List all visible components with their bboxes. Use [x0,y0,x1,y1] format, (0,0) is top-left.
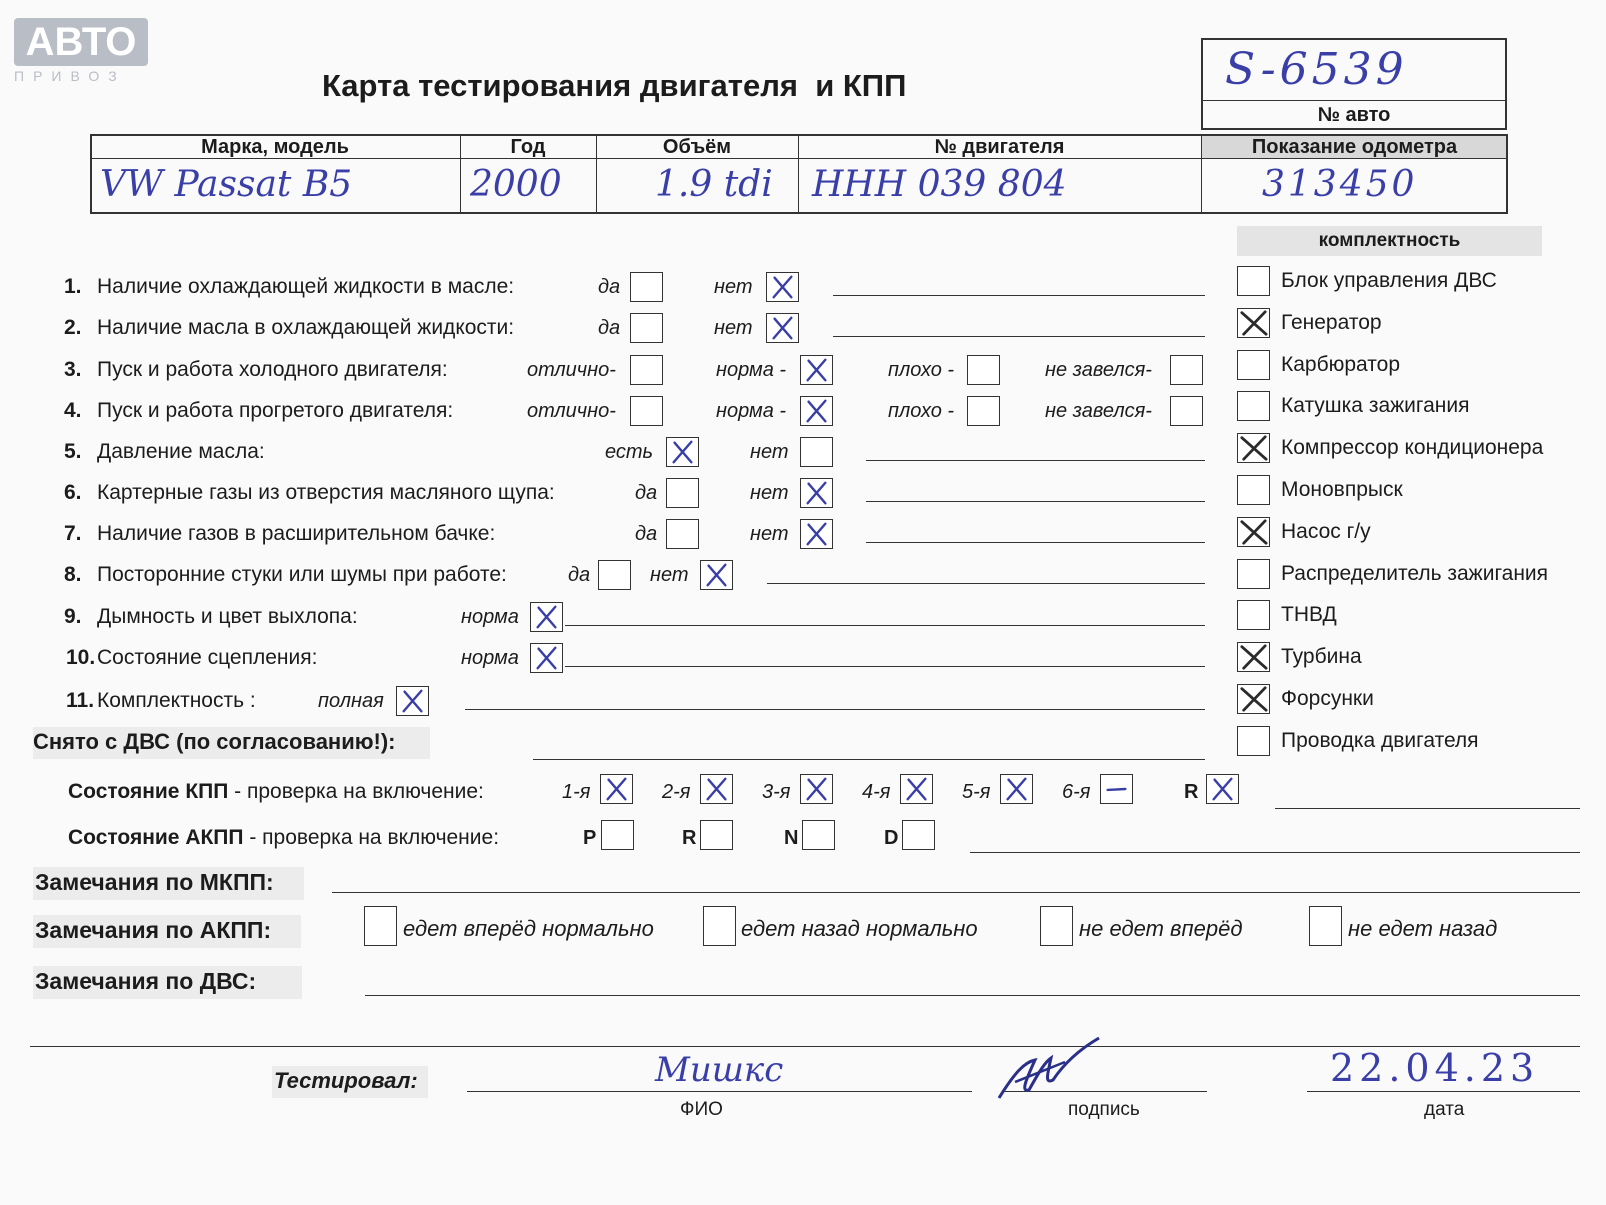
item-option-label: нет [650,564,689,586]
header-col-model: Марка, модель [201,136,349,158]
header-col-volume: Объём [662,136,732,158]
page-title: Карта тестирования двигателя и КПП [322,68,907,103]
header-col-engine-no: № двигателя [934,136,1065,158]
item-checkbox[interactable] [666,478,699,508]
item-number: 2. [64,316,82,339]
kit-checkbox[interactable] [1237,433,1270,463]
removed-label: Снято с ДВС (по согласованию!): [33,727,430,759]
car-number-value: S-6539 [1225,44,1408,95]
kpp-gear-checkbox[interactable] [800,774,833,804]
kpp-gear-checkbox[interactable] [900,774,933,804]
kit-checkbox[interactable] [1237,600,1270,630]
item-number: 8. [64,563,82,586]
item-option-label: норма - [716,400,787,422]
signature [995,1032,1105,1104]
item-option-label: норма [461,647,519,669]
item-option-label: отлично- [527,359,616,381]
kpp-gear-checkbox[interactable] [1100,774,1133,804]
item-option-label: плохо - [888,400,955,422]
fio-label: ФИО [680,1099,723,1120]
item-note-line [465,709,1205,710]
kit-item-label: Блок управления ДВС [1281,269,1497,292]
remarks-dvs-label: Замечания по ДВС: [33,966,302,999]
kpp-gear-label: 2-я [662,781,691,803]
kpp-gear-label: R [1184,781,1199,803]
item-text: Давление масла: [97,440,265,463]
item-checkbox[interactable] [967,396,1000,426]
item-checkbox[interactable] [630,355,663,385]
akpp-remark-label: едет назад нормально [741,916,978,941]
kpp-gear-checkbox[interactable] [1000,774,1033,804]
kpp-gear-checkbox[interactable] [600,774,633,804]
item-option-label: не завелся- [1045,400,1152,422]
akpp-gear-checkbox[interactable] [601,820,634,850]
kit-item-label: Катушка зажигания [1281,394,1470,418]
logo-subtext: ПРИВОЗ [14,68,126,84]
item-number: 5. [64,440,82,463]
item-number: 3. [64,358,82,381]
item-number: 7. [64,522,82,545]
kit-item-label: Компрессор кондиционера [1281,436,1544,460]
item-option-label: есть [605,441,654,463]
akpp-gear-checkbox[interactable] [802,820,835,850]
item-note-line [565,625,1205,626]
item-option-label: да [568,564,591,586]
item-checkbox[interactable] [800,396,833,426]
akpp-remark-checkbox[interactable] [364,906,397,946]
item-checkbox[interactable] [630,313,663,343]
item-checkbox[interactable] [1170,396,1203,426]
akpp-remark-checkbox[interactable] [1040,906,1073,946]
item-text: Наличие охлаждающей жидкости в масле: [97,275,515,298]
kit-item-label: Насос г/у [1281,519,1371,543]
item-option-label: нет [750,441,789,463]
kpp-label: Состояние КПП - проверка на включение: [68,780,484,803]
header-col-odometer: Показание одометра [1251,136,1458,158]
item-option-label: да [598,276,621,298]
odometer-value: 313450 [1262,164,1418,205]
kit-checkbox[interactable] [1237,726,1270,756]
akpp-gear-label: P [583,827,597,849]
akpp-remark-checkbox[interactable] [703,906,736,946]
item-checkbox[interactable] [530,643,563,673]
item-option-label: нет [714,276,753,298]
item-checkbox[interactable] [666,519,699,549]
akpp-gear-label: D [884,827,899,849]
item-text: Посторонние стуки или шумы при работе: [97,563,507,586]
item-note-line [866,460,1205,461]
removed-line [533,759,1205,760]
item-option-label: да [598,317,621,339]
kit-checkbox[interactable] [1237,559,1270,589]
engine-no-value: HHH 039 804 [812,164,1067,205]
logo [14,18,148,84]
kit-item-label: Проводка двигателя [1281,728,1479,752]
kpp-gear-label: 1-я [562,781,591,803]
kpp-gear-label: 3-я [762,781,791,803]
item-number: 11. [66,689,95,712]
akpp-remark-label: не едет назад [1348,916,1498,941]
item-note-line [866,542,1205,543]
kit-checkbox[interactable] [1237,391,1270,421]
akpp-remark-label: едет вперёд нормально [403,916,654,941]
akpp-gear-checkbox[interactable] [902,820,935,850]
kit-item-label: Турбина [1281,645,1362,669]
kit-item-label: Распределитель зажигания [1281,561,1549,585]
item-checkbox[interactable] [630,396,663,426]
item-text: Пуск и работа холодного двигателя: [97,358,448,381]
item-checkbox[interactable] [766,313,799,343]
item-note-line [866,501,1205,502]
kpp-gear-checkbox[interactable] [1206,774,1239,804]
kit-title: комплектность [1237,226,1542,256]
logo-text: АВТО [14,18,148,66]
item-text: Дымность и цвет выхлопа: [97,605,358,628]
item-checkbox[interactable] [700,560,733,590]
item-checkbox[interactable] [530,602,563,632]
item-text: Состояние сцепления: [97,646,318,669]
item-option-label: нет [714,317,753,339]
item-checkbox[interactable] [396,686,429,716]
item-number: 1. [64,275,82,298]
sign-label: подпись [1068,1099,1140,1120]
volume-value: 1.9 tdi [655,164,773,205]
kit-checkbox[interactable] [1237,517,1270,547]
item-text: Наличие масла в охлаждающей жидкости: [97,316,515,339]
header-col-year: Год [510,136,546,158]
kpp-gear-label: 6-я [1062,781,1091,803]
item-option-label: нет [750,523,789,545]
kit-item-label: Генератор [1281,310,1382,334]
item-checkbox[interactable] [800,437,833,467]
item-option-label: полная [318,690,384,712]
item-text: Картерные газы из отверстия масляного щупа: [97,481,555,504]
item-number: 4. [64,399,82,422]
kit-checkbox[interactable] [1237,642,1270,672]
kit-checkbox[interactable] [1237,475,1270,505]
date-label: дата [1424,1099,1465,1120]
item-note-line [833,295,1205,296]
item-checkbox[interactable] [598,560,631,590]
kit-checkbox[interactable] [1237,266,1270,296]
item-option-label: да [635,523,658,545]
year-value: 2000 [470,164,562,205]
item-option-label: нет [750,482,789,504]
remarks-akpp-label: Замечания по АКПП: [33,915,301,948]
item-option-label: не завелся- [1045,359,1152,381]
item-option-label: норма [461,606,519,628]
item-checkbox[interactable] [666,437,699,467]
item-text: Наличие газов в расширительном бачке: [97,522,496,545]
item-checkbox[interactable] [967,355,1000,385]
item-option-label: отлично- [527,400,616,422]
kit-checkbox[interactable] [1237,350,1270,380]
kpp-gear-label: 5-я [962,781,991,803]
item-option-label: да [635,482,658,504]
kpp-gear-checkbox[interactable] [700,774,733,804]
item-checkbox[interactable] [800,478,833,508]
kit-checkbox[interactable] [1237,308,1270,338]
car-number-label: № авто [1317,104,1391,126]
item-number: 6. [64,481,82,504]
item-checkbox[interactable] [1170,355,1203,385]
model-value: VW Passat B5 [100,164,353,205]
item-text: Пуск и работа прогретого двигателя: [97,399,454,422]
item-text: Комплектность : [97,689,256,712]
kpp-gear-label: 4-я [862,781,891,803]
akpp-remark-checkbox[interactable] [1309,906,1342,946]
kit-item-label: Карбюратор [1281,352,1401,376]
kit-checkbox[interactable] [1237,684,1270,714]
item-note-line [565,666,1205,667]
akpp-gear-label: N [784,827,799,849]
item-note-line [767,583,1205,584]
item-checkbox[interactable] [766,272,799,302]
item-checkbox[interactable] [630,272,663,302]
akpp-remark-label: не едет вперёд [1079,916,1243,941]
kit-item-label: Моновпрыск [1281,478,1403,501]
item-checkbox[interactable] [800,519,833,549]
item-option-label: плохо - [888,359,955,381]
akpp-label: Состояние АКПП - проверка на включение: [68,826,500,849]
item-note-line [833,336,1205,337]
item-number: 9. [64,605,82,628]
kit-item-label: ТНВД [1281,603,1337,627]
akpp-gear-label: R [682,827,697,849]
item-number: 10. [66,646,96,669]
fio-value: Мишкс [655,1050,784,1090]
remarks-mkpp-label: Замечания по МКПП: [33,867,304,900]
akpp-gear-checkbox[interactable] [700,820,733,850]
tested-label: Тестировал: [272,1066,428,1098]
item-checkbox[interactable] [800,355,833,385]
date-value: 22.04.23 [1330,1046,1540,1090]
kit-item-label: Форсунки [1281,687,1374,710]
item-option-label: норма - [716,359,787,381]
